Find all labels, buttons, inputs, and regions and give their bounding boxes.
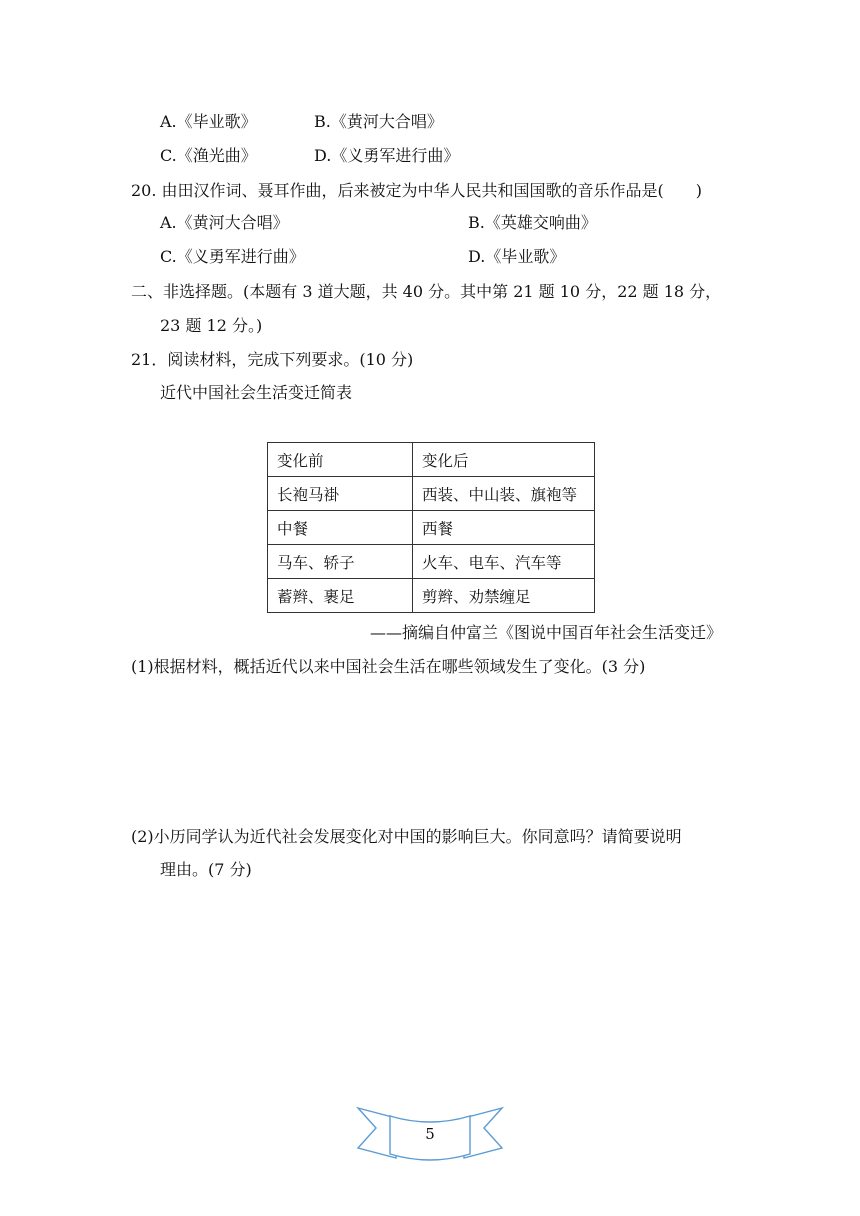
- table-row: [268, 511, 595, 545]
- table-header-row: [268, 443, 595, 477]
- q20-option-a: A.《黄河大合唱》: [160, 213, 289, 232]
- q20-stem: 20. 由田汉作词、聂耳作曲，后来被定为中华人民共和国国歌的音乐作品是( ): [131, 181, 703, 200]
- table-header-before: 变化前: [268, 443, 413, 477]
- table-cell: 西装、中山装、旗袍等: [413, 477, 595, 511]
- table-cell: 西餐: [413, 511, 595, 545]
- table-row: [268, 545, 595, 579]
- q21-sub2-line1: (2)小历同学认为近代社会发展变化对中国的影响巨大。你同意吗？请简要说明: [131, 827, 682, 846]
- q21-sub2-line2: 理由。(7 分): [160, 860, 252, 879]
- q21-stem: 21．阅读材料，完成下列要求。(10 分): [131, 350, 414, 369]
- table-header-after: 变化后: [413, 443, 595, 477]
- section2-heading-line1: 二、非选择题。(本题有 3 道大题，共 40 分。其中第 21 题 10 分，22 题 18 分，: [131, 282, 722, 301]
- table-source: ——摘编自仲富兰《图说中国百年社会生活变迁》: [369, 623, 722, 642]
- q20-option-d: D.《毕业歌》: [468, 247, 566, 266]
- table-title: 近代中国社会生活变迁简表: [160, 383, 353, 402]
- q20-option-b: B.《英雄交响曲》: [468, 213, 597, 232]
- table-cell: 火车、电车、汽车等: [413, 545, 595, 579]
- q19-option-a: A.《毕业歌》: [160, 112, 257, 131]
- table-row: [268, 579, 595, 613]
- table-cell: 蓄辫、裹足: [268, 579, 413, 613]
- q19-option-b: B.《黄河大合唱》: [314, 112, 443, 131]
- section2-heading-line2: 23 题 12 分。): [160, 316, 263, 335]
- table-cell: 长袍马褂: [268, 477, 413, 511]
- table-row: [268, 477, 595, 511]
- q20-option-c: C.《义勇军进行曲》: [160, 247, 305, 266]
- table-cell: 中餐: [268, 511, 413, 545]
- q19-option-c: C.《渔光曲》: [160, 146, 257, 165]
- table-cell: 马车、轿子: [268, 545, 413, 579]
- q21-sub1: (1)根据材料，概括近代以来中国社会生活在哪些领域发生了变化。(3 分): [131, 657, 646, 676]
- table-cell: 剪辫、劝禁缠足: [413, 579, 595, 613]
- social-change-table: [267, 442, 595, 613]
- q19-option-d: D.《义勇军进行曲》: [314, 146, 460, 165]
- page-number: 5: [425, 1125, 435, 1143]
